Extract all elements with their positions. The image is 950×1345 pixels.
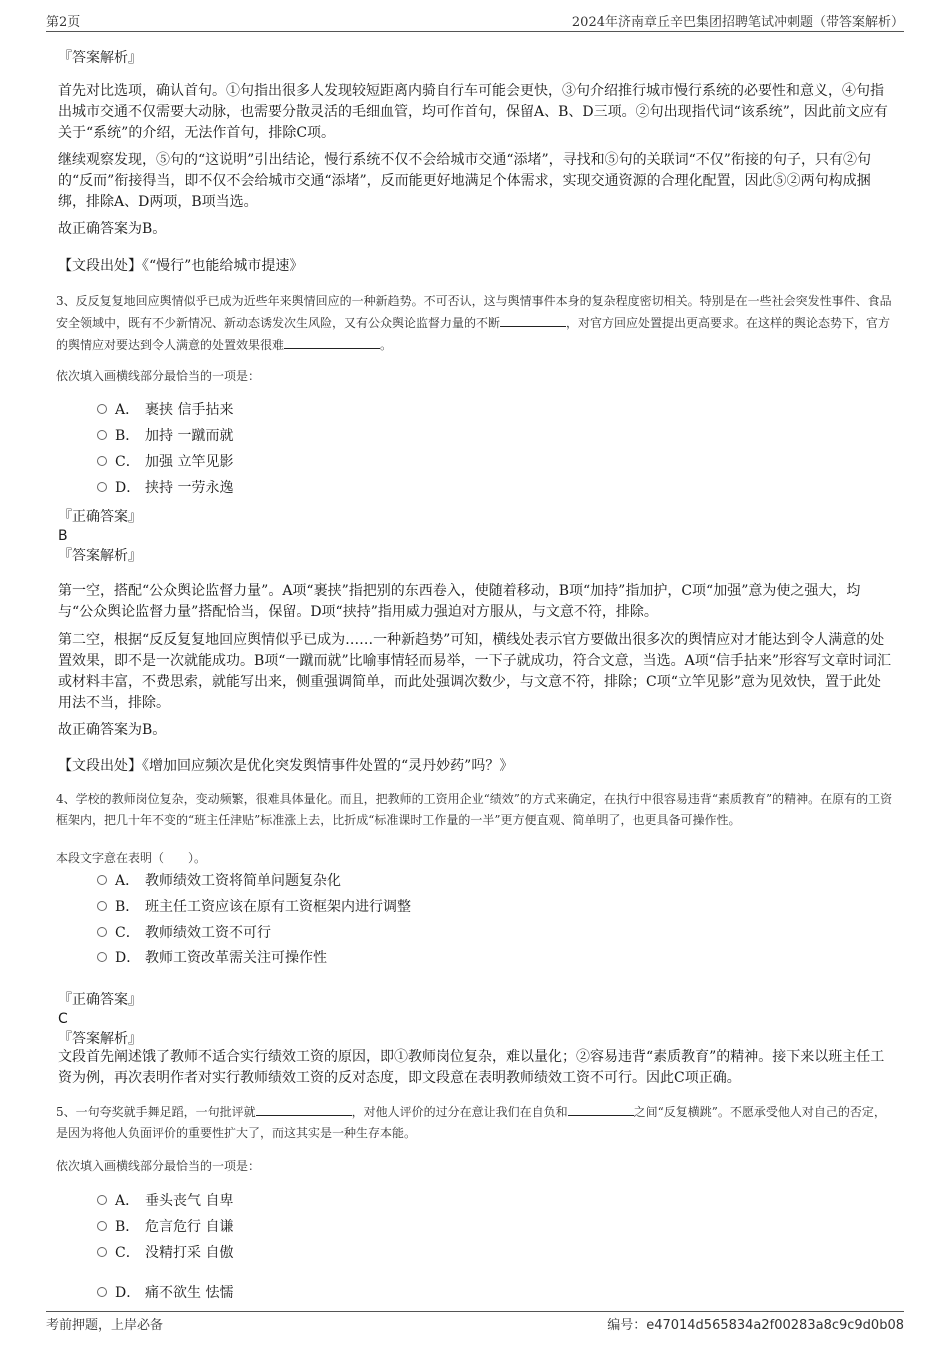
- q2-analysis-label: 『答案解析』: [58, 50, 142, 66]
- q3-analysis-para1: 第一空，搭配“公众舆论监督力量”。A项“裹挟”指把别的东西卷入，使随着移动，B项“加持”指加护，C项“加强”意为使之强大，均与“公众舆论监督力量”搭配恰当，保留。D项“挟持”指用威力强迫对方服从，与文意不符，排除。: [58, 583, 861, 620]
- radio-icon[interactable]: [97, 430, 107, 440]
- document-code: [607, 1314, 904, 1333]
- q3-correct-label: 『正确答案』: [58, 509, 142, 525]
- q3-blank-1: [500, 312, 566, 327]
- q3-stem-part1: 3、反反复复地回应舆情似乎已成为近些年来舆情回应的一种新趋势。不可否认，这与舆情事件本身的复杂程度密切相关。特别是在一些社会突发性事件、食品安全领域中，既有不少新情况、新动态诱发次生风险，又有公众舆论监督力量的不断: [56, 294, 892, 330]
- q4-analysis-label: 『答案解析』: [58, 1031, 142, 1047]
- q5-option-d[interactable]: D． 痛不欲生 怯懦: [97, 1283, 233, 1303]
- radio-icon[interactable]: [97, 952, 107, 962]
- q5-blank-1: [256, 1101, 352, 1116]
- q3-correct-answer: B: [58, 528, 68, 544]
- q5-stem: [56, 1101, 896, 1144]
- document-code-label: 编号：: [607, 1318, 647, 1333]
- q5-stem-part3: 之间“反复横跳”。不愿承受他人对自己的否定，是因为将他人负面评价的重要性扩大了，而这其实是一种生存本能。: [56, 1105, 886, 1140]
- q4-option-c[interactable]: C． 教师绩效工资不可行: [97, 923, 271, 943]
- radio-icon[interactable]: [97, 482, 107, 492]
- q4-prompt: 本段文字意在表明（ ）。: [56, 851, 207, 865]
- page-number: 第2页: [46, 15, 81, 30]
- header-rule: [46, 31, 904, 32]
- q5-prompt: 依次填入画横线部分最恰当的一项是：: [56, 1159, 261, 1173]
- q3-option-c[interactable]: C． 加强 立竿见影: [97, 452, 233, 472]
- q4-analysis: 文段首先阐述饿了教师不适合实行绩效工资的原因，即①教师岗位复杂，难以量化；②容易违背“素质教育”的精神。接下来以班主任工资为例，再次表明作者对实行教师绩效工资的反对态度，即文段意在表明教师绩效工资不可行。因此C项正确。: [58, 1049, 885, 1086]
- radio-icon[interactable]: [97, 1195, 107, 1205]
- radio-icon[interactable]: [97, 456, 107, 466]
- footer-rule: [46, 1311, 904, 1312]
- q2-analysis-para1: 首先对比选项，确认首句。①句指出很多人发现较短距离内骑自行车可能会更快，③句介绍推行城市慢行系统的必要性和意义，④句指出城市交通不仅需要大动脉，也需要分散灵活的毛细血管，均可作首句，保留A、B、D三项。②句出现指代词“该系统”，因此前文应有关于“系统”的介绍，无法作首句，排除C项。: [58, 83, 888, 141]
- document-title: 2024年济南章丘辛巴集团招聘笔试冲刺题（带答案解析）: [571, 15, 904, 30]
- radio-icon[interactable]: [97, 875, 107, 885]
- q3-option-a[interactable]: A． 裹挟 信手拈来: [97, 400, 233, 420]
- q5-option-b[interactable]: B． 危言危行 自谦: [97, 1217, 233, 1237]
- q3-blank-2: [284, 334, 380, 349]
- q3-analysis-para2: 第二空，根据“反反复复地回应舆情似乎已成为……一种新趋势”可知，横线处表示官方要做出很多次的舆情应对才能达到令人满意的处置效果，即不是一次就能成功。B项“一蹴而就”比喻事情轻而易举，一下子就成功，符合文意，当选。A项“信手拈来”形容写文章时词汇或材料丰富，不费思索，就能写出来，侧重强调简单，而此处强调次数少，与文意不符，排除；C项“立竿见影”意为见效快，置于此处用法不当，排除。: [58, 632, 892, 711]
- q3-stem-part3: 。: [380, 338, 393, 352]
- q5-option-c[interactable]: C． 没精打采 自傲: [97, 1243, 233, 1263]
- radio-icon[interactable]: [97, 927, 107, 937]
- q3-option-d[interactable]: D． 挟持 一劳永逸: [97, 478, 233, 498]
- q3-option-b[interactable]: B． 加持 一蹴而就: [97, 426, 233, 446]
- radio-icon[interactable]: [97, 901, 107, 911]
- q3-conclusion: 故正确答案为B。: [58, 722, 167, 738]
- q4-option-b[interactable]: B． 班主任工资应该在原有工资框架内进行调整: [97, 897, 411, 917]
- q3-prompt: 依次填入画横线部分最恰当的一项是：: [56, 369, 261, 383]
- q4-option-d[interactable]: D． 教师工资改革需关注可操作性: [97, 948, 327, 968]
- q3-stem-part2: ，对官方回应处置提出更高要求。在这样的舆论态势下，官方的舆情应对要达到令人满意的处置效果很难: [56, 316, 891, 352]
- q5-stem-part2: ，对他人评价的过分在意让我们在自负和: [351, 1105, 568, 1119]
- q2-conclusion: 故正确答案为B。: [58, 221, 167, 237]
- q4-correct-answer: C: [58, 1011, 68, 1027]
- q4-option-a[interactable]: A． 教师绩效工资将简单问题复杂化: [97, 871, 341, 891]
- radio-icon[interactable]: [97, 1221, 107, 1231]
- radio-icon[interactable]: [97, 1287, 107, 1297]
- q3-source: 【文段出处】《增加回应频次是优化突发舆情事件处置的“灵丹妙药”吗？》: [58, 758, 514, 774]
- q2-source: 【文段出处】《“慢行”也能给城市提速》: [58, 258, 304, 274]
- footer-slogan: 考前押题，上岸必备: [46, 1318, 164, 1333]
- q3-stem: [56, 291, 896, 356]
- q5-stem-part1: 5、一句夸奖就手舞足蹈，一句批评就: [56, 1105, 256, 1119]
- radio-icon[interactable]: [97, 404, 107, 414]
- q5-option-a[interactable]: A． 垂头丧气 自卑: [97, 1191, 233, 1211]
- q4-correct-label: 『正确答案』: [58, 992, 142, 1008]
- q5-blank-2: [568, 1101, 634, 1116]
- document-code-value: e47014d565834a2f00283a8c9c9d0b08: [646, 1318, 904, 1333]
- q4-stem: 4、学校的教师岗位复杂，变动频繁，很难具体量化。而且，把教师的工资用企业“绩效”的方式来确定，在执行中很容易违背“素质教育”的精神。在原有的工资框架内，把几十年不变的“班主任津贴”标准涨上去，比折成“标准课时工作量的一半”更方便直观、简单明了，也更具备可操作性。: [56, 792, 893, 827]
- q3-analysis-label: 『答案解析』: [58, 548, 142, 564]
- q2-analysis-para2: 继续观察发现，⑤句的“这说明”引出结论，慢行系统不仅不会给城市交通“添堵”，寻找和⑤句的关联词“不仅”衔接的句子，只有②句的“反而”衔接得当，即不仅不会给城市交通“添堵”，反而能更好地满足个体需求，实现交通资源的合理化配置，因此⑤②两句构成捆绑，排除A、D两项，B项当选。: [58, 152, 871, 210]
- radio-icon[interactable]: [97, 1247, 107, 1257]
